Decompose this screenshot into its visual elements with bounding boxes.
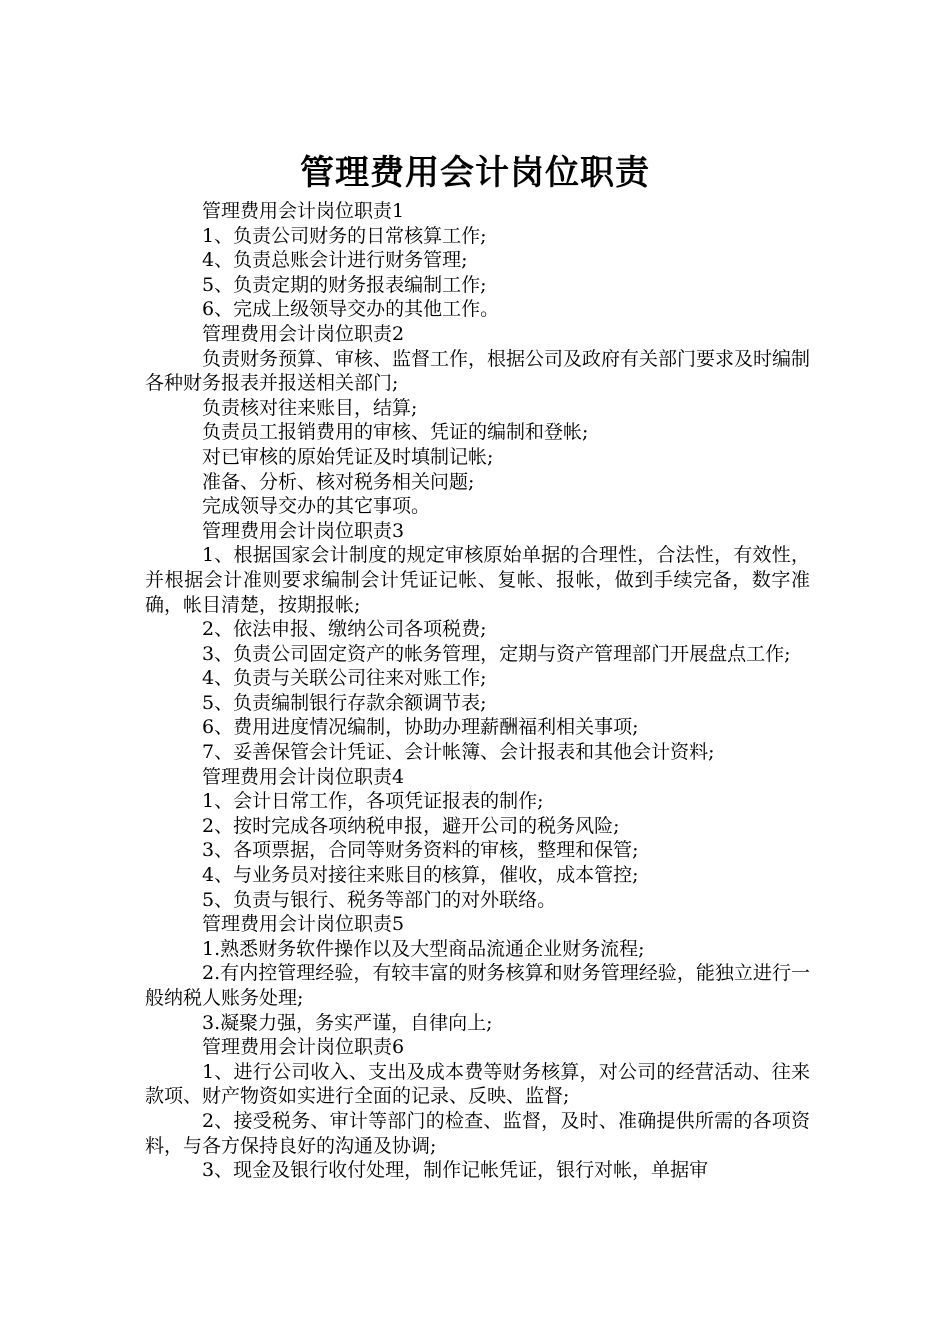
paragraph: 4、负责总账会计进行财务管理;	[202, 249, 468, 272]
paragraph: 对已审核的原始凭证及时填制记帐;	[202, 445, 494, 468]
section-heading: 管理费用会计岗位职责4	[202, 765, 405, 788]
document-body	[145, 199, 810, 1183]
paragraph: 5、负责编制银行存款余额调节表;	[202, 691, 487, 714]
paragraph: 5、负责定期的财务报表编制工作;	[202, 273, 487, 296]
paragraph: 1、负责公司财务的日常核算工作;	[202, 224, 487, 247]
paragraph: 准备、分析、核对税务相关问题;	[202, 470, 475, 493]
paragraph: 负责财务预算、审核、监督工作，根据公司及政府有关部门要求及时编制各种财务报表并报送相关部门;	[145, 347, 811, 395]
paragraph: 3、现金及银行收付处理，制作记帐凭证，银行对帐，单据审	[202, 1159, 709, 1182]
paragraph: 3、各项票据，合同等财务资料的审核，整理和保管;	[202, 839, 639, 862]
paragraph: 1、进行公司收入、支出及成本费等财务核算，对公司的经营活动、往来款项、财产物资如实进行全面的记录、反映、监督;	[145, 1060, 810, 1108]
section-heading: 管理费用会计岗位职责2	[202, 322, 405, 345]
paragraph: 6、完成上级领导交办的其他工作。	[202, 298, 500, 321]
section-heading: 管理费用会计岗位职责1	[202, 200, 405, 222]
paragraph: 负责核对往来账目，结算;	[202, 396, 418, 419]
paragraph: 4、负责与关联公司往来对账工作;	[202, 667, 487, 690]
paragraph: 6、费用进度情况编制，协助办理薪酬福利相关事项;	[202, 716, 639, 739]
section-heading: 管理费用会计岗位职责6	[202, 1036, 405, 1059]
paragraph: 1、会计日常工作，各项凭证报表的制作;	[202, 790, 544, 813]
paragraph: 负责员工报销费用的审核、凭证的编制和登帐;	[202, 421, 589, 444]
paragraph: 2、依法申报、缴纳公司各项税费;	[202, 618, 487, 641]
paragraph: 5、负责与银行、税务等部门的对外联络。	[202, 888, 557, 911]
paragraph: 3、负责公司固定资产的帐务管理，定期与资产管理部门开展盘点工作;	[202, 642, 791, 665]
page-title: 管理费用会计岗位职责	[300, 152, 650, 193]
paragraph: 4、与业务员对接往来账目的核算，催收，成本管控;	[202, 864, 639, 887]
paragraph: 完成领导交办的其它事项。	[202, 495, 431, 518]
paragraph: 7、妥善保管会计凭证、会计帐簿、会计报表和其他会计资料;	[202, 741, 715, 764]
section-heading: 管理费用会计岗位职责3	[202, 519, 405, 542]
paragraph: 1、根据国家会计制度的规定审核原始单据的合理性，合法性，有效性，并根据会计准则要求编制会计凭证记帐、复帐、报帐，做到手续完备，数字准确，帐目清楚，按期报帐;	[145, 544, 810, 616]
paragraph: 2.有内控管理经验，有较丰富的财务核算和财务管理经验，能独立进行一般纳税人账务处理;	[145, 962, 810, 1009]
paragraph: 2、接受税务、审计等部门的检查、监督，及时、准确提供所需的各项资料，与各方保持良好的沟通及协调;	[145, 1109, 810, 1157]
paragraph: 1.熟悉财务软件操作以及大型商品流通企业财务流程;	[202, 937, 645, 960]
paragraph: 3.凝聚力强，务实严谨，自律向上;	[202, 1011, 493, 1034]
paragraph: 2、按时完成各项纳税申报，避开公司的税务风险;	[202, 814, 620, 837]
section-heading: 管理费用会计岗位职责5	[202, 913, 405, 936]
